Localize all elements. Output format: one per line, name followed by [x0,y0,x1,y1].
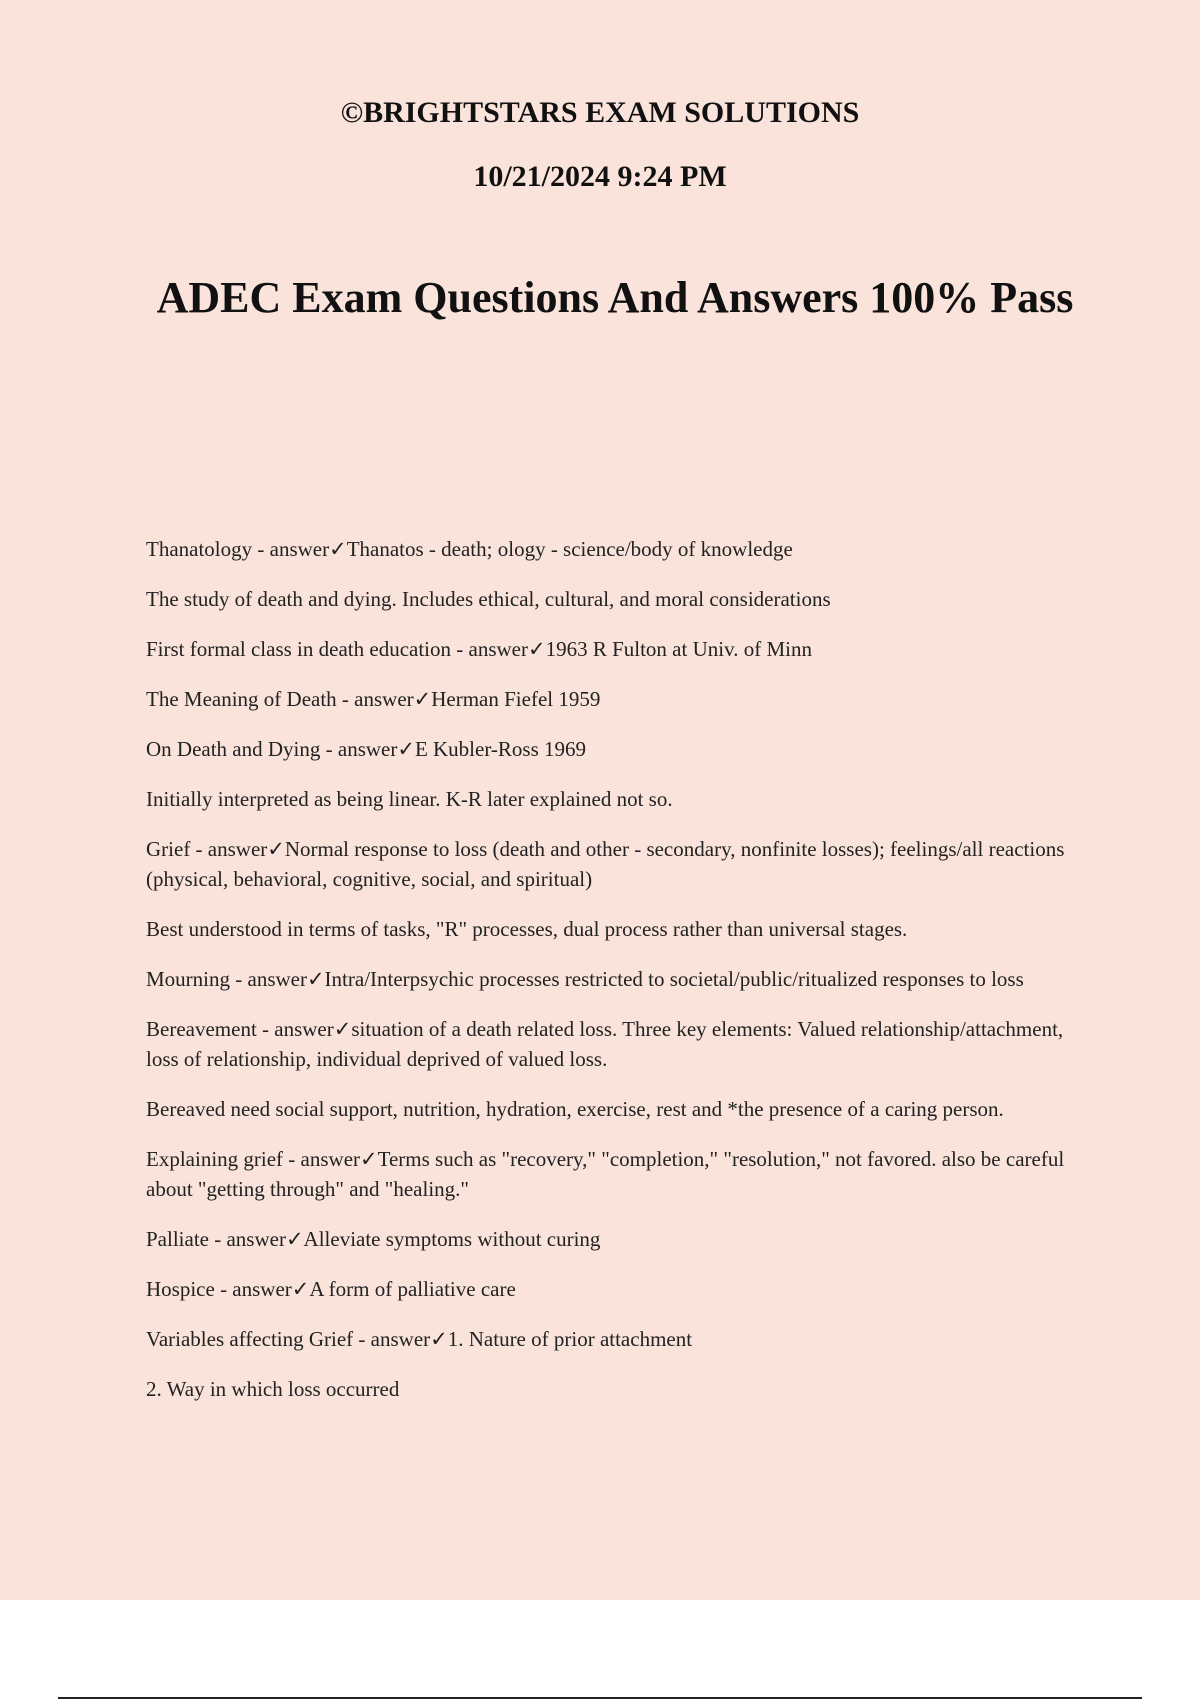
list-item: The Meaning of Death - answer✓Herman Fiefel 1959 [146,687,601,711]
brand-header: ©BRIGHTSTARS EXAM SOLUTIONS [340,96,860,129]
list-item: Best understood in terms of tasks, "R" processes, dual process rather than universal stages. [146,917,908,941]
list-item: On Death and Dying - answer✓E Kubler-Ross 1969 [146,737,587,761]
list-item: Thanatology - answer✓Thanatos - death; ology - science/body of knowledge [146,537,793,561]
list-item: Grief - answer✓Normal response to loss (death and other - secondary, nonfinite losses); feelings/all reactions (physical, behavioral, cognitive, social, and spiritual) [146,837,1065,891]
qa-list [146,534,1096,1424]
list-item: Bereavement - answer✓situation of a death related loss. Three key elements: Valued relationship/attachment, loss of relationship, individual deprived of valued loss. [146,1017,1064,1071]
list-item: Initially interpreted as being linear. K-R later explained not so. [146,787,673,811]
list-item: The study of death and dying. Includes ethical, cultural, and moral considerations [146,587,831,611]
list-item: 2. Way in which loss occurred [146,1377,400,1401]
timestamp: 10/21/2024 9:24 PM [473,160,727,193]
list-item: Mourning - answer✓Intra/Interpsychic processes restricted to societal/public/ritualized responses to loss [146,967,1024,991]
list-item: Palliate - answer✓Alleviate symptoms without curing [146,1227,601,1251]
list-item: Hospice - answer✓A form of palliative care [146,1277,516,1301]
list-item: First formal class in death education - answer✓1963 R Fulton at Univ. of Minn [146,637,812,661]
list-item: Explaining grief - answer✓Terms such as "recovery," "completion," "resolution," not favored. also be careful about "getting through" and "healing." [146,1147,1065,1201]
footer-divider [58,1697,1142,1699]
list-item: Variables affecting Grief - answer✓1. Nature of prior attachment [146,1327,693,1351]
list-item: Bereaved need social support, nutrition, hydration, exercise, rest and *the presence of a caring person. [146,1097,1004,1121]
page-title: ADEC Exam Questions And Answers 100% Pass [156,273,1074,322]
